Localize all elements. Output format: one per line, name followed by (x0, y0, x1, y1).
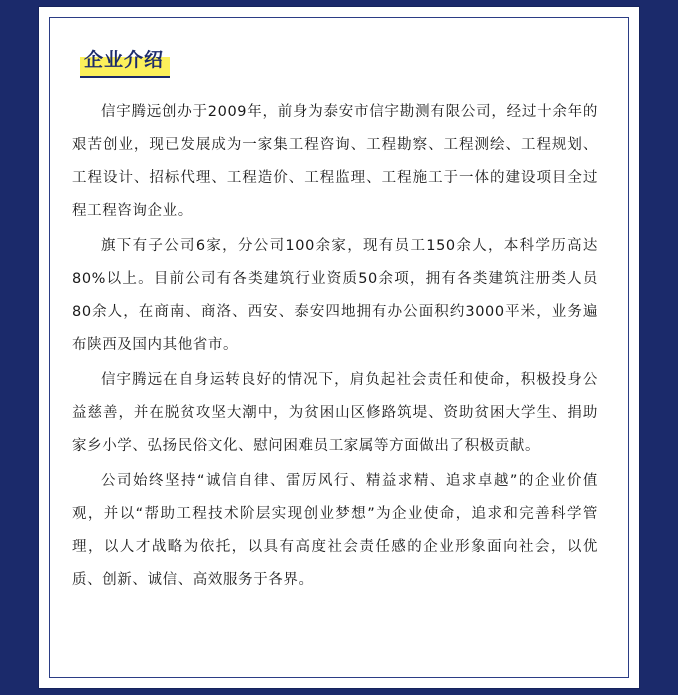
section-title (84, 48, 164, 74)
paragraph: 信宇腾远创办于2009年，前身为泰安市信宇勘测有限公司，经过十余年的艰苦创业，现已发展成为一家集工程咨询、工程勘察、工程测绘、工程规划、工程设计、招标代理、工程造价、工程监理、工程施工于一体的建设项目全过程工程咨询企业。 (72, 104, 598, 219)
document-content (72, 42, 606, 667)
page-title: 企业介绍 (84, 50, 165, 71)
paragraph: 信宇腾远在自身运转良好的情况下，肩负起社会责任和使命，积极投身公益慈善，并在脱贫攻坚大潮中，为贫困山区修路筑堤、资助贫困大学生、捐助家乡小学、弘扬民俗文化、慰问困难员工家属等方面做出了积极贡献。 (72, 372, 598, 454)
document-card (38, 6, 640, 689)
document-card-inner-border (49, 17, 629, 678)
body-text (72, 96, 606, 597)
title-underline (80, 76, 170, 78)
paragraph: 旗下有子公司6家，分公司100余家，现有员工150余人，本科学历高达80%以上。目前公司有各类建筑行业资质50余项，拥有各类建筑注册类人员80余人，在商南、商洛、西安、泰安四地拥有办公面积约3000平米，业务遍布陕西及国内其他省市。 (72, 238, 598, 353)
paragraph: 公司始终坚持“诚信自律、雷厉风行、精益求精、追求卓越”的企业价值观，并以“帮助工程技术阶层实现创业梦想”为企业使命，追求和完善科学管理，以人才战略为依托，以具有高度社会责任感的企业形象面向社会，以优质、创新、诚信、高效服务于各界。 (72, 473, 598, 588)
